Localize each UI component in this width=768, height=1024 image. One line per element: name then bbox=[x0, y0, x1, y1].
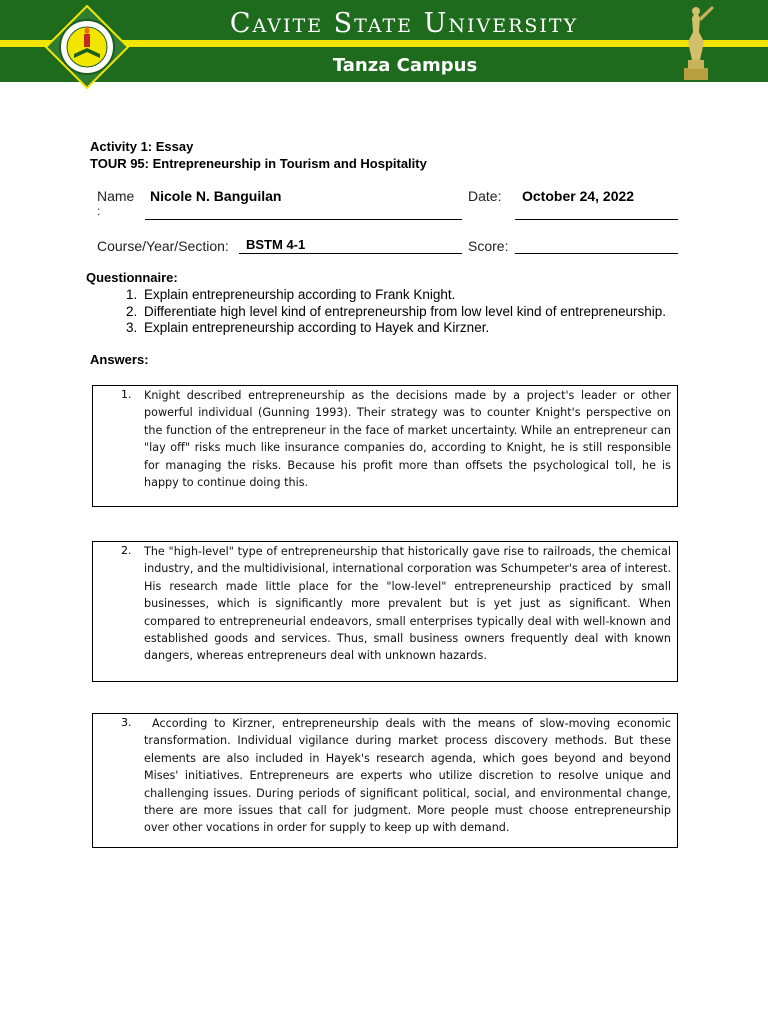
score-label: Score: bbox=[468, 238, 509, 254]
answer-box-3 bbox=[92, 713, 678, 848]
question-text: Explain entrepreneurship according to Frank Knight. bbox=[144, 287, 456, 302]
questionnaire-list bbox=[126, 287, 666, 337]
question-text: Explain entrepreneurship according to Hayek and Kirzner. bbox=[144, 320, 490, 335]
section-underline bbox=[239, 253, 462, 254]
activity-title: Activity 1: Essay bbox=[90, 139, 194, 154]
campus-name: Tanza Campus bbox=[332, 55, 478, 76]
answer-box-2 bbox=[92, 541, 678, 682]
answer-box-1 bbox=[92, 385, 678, 507]
activity-heading bbox=[90, 138, 427, 172]
statue-logo-icon bbox=[670, 2, 722, 82]
name-label: Name bbox=[97, 188, 135, 204]
name-colon: : bbox=[97, 204, 101, 218]
name-value[interactable]: Nicole N. Banguilan bbox=[150, 188, 282, 204]
questionnaire-title: Questionnaire: bbox=[86, 270, 178, 285]
question-text: Differentiate high level kind of entrepreneurship from low level kind of entrepreneurship. bbox=[144, 303, 667, 319]
date-underline bbox=[515, 219, 678, 220]
score-underline bbox=[515, 253, 678, 254]
answer-text: Knight described entrepreneurship as the decisions made by a project's leader or other powerful individual (Gunning 1993). Their strategy was to counter Knight's perspective on the function of the entrepreneur in the face of market uncertainty. While an entrepreneur can "lay off" risks much like insurance companies do, according to Knight, he is still responsible for managing the risks. Because his profit more than offsets the psychological toll, he is happy to continue doing this. bbox=[144, 389, 671, 490]
university-seal-icon bbox=[44, 4, 130, 90]
answer-number: 2. bbox=[121, 544, 132, 557]
question-number: 2. bbox=[126, 303, 138, 319]
university-name: Cavite State University bbox=[229, 8, 579, 39]
date-label: Date: bbox=[468, 188, 502, 204]
answer-text: According to Kirzner, entrepreneurship deals with the means of slow-moving economic transformation. Individual vigilance during market process discovery methods. But these elements are also included in Hayek's research agenda, which goes beyond and beyond Mises' initiatives. Entrepreneurs are experts who utilize discretion to resolve unique and challenging issues. During periods of significant political, social, and environmental change, there are more issues that call for judgment. More people must choose entrepreneurship over other vocations in order for supply to keep up with demand. bbox=[144, 717, 671, 835]
date-value[interactable]: October 24, 2022 bbox=[522, 188, 635, 204]
question-number: 3. bbox=[126, 320, 138, 335]
name-underline bbox=[145, 219, 462, 220]
question-number: 1. bbox=[126, 287, 138, 302]
section-value[interactable]: BSTM 4-1 bbox=[246, 237, 306, 252]
answer-text: The "high-level" type of entrepreneurship that historically gave rise to railroads, the chemical industry, and the multidivisional, international corporation was Schumpeter's area of interest. His research made little place for the "low-level" entrepreneurship practiced by small businesses, which is significantly more prevalent but is yet just as significant. When compared to entrepreneurial endeavors, small enterprises typically deal with well-known and established goods and services. Thus, small business owners frequently deal with known dangers, whereas entrepreneurs deal with unknown hazards. bbox=[144, 545, 671, 663]
course-title: TOUR 95: Entrepreneurship in Tourism and Hospitality bbox=[90, 156, 427, 171]
answers-title: Answers: bbox=[90, 352, 149, 367]
answer-number: 1. bbox=[121, 388, 132, 401]
answer-number: 3. bbox=[121, 716, 132, 729]
question-item bbox=[126, 304, 666, 321]
question-item bbox=[126, 287, 666, 304]
question-item bbox=[126, 320, 666, 337]
section-label: Course/Year/Section: bbox=[97, 238, 229, 254]
